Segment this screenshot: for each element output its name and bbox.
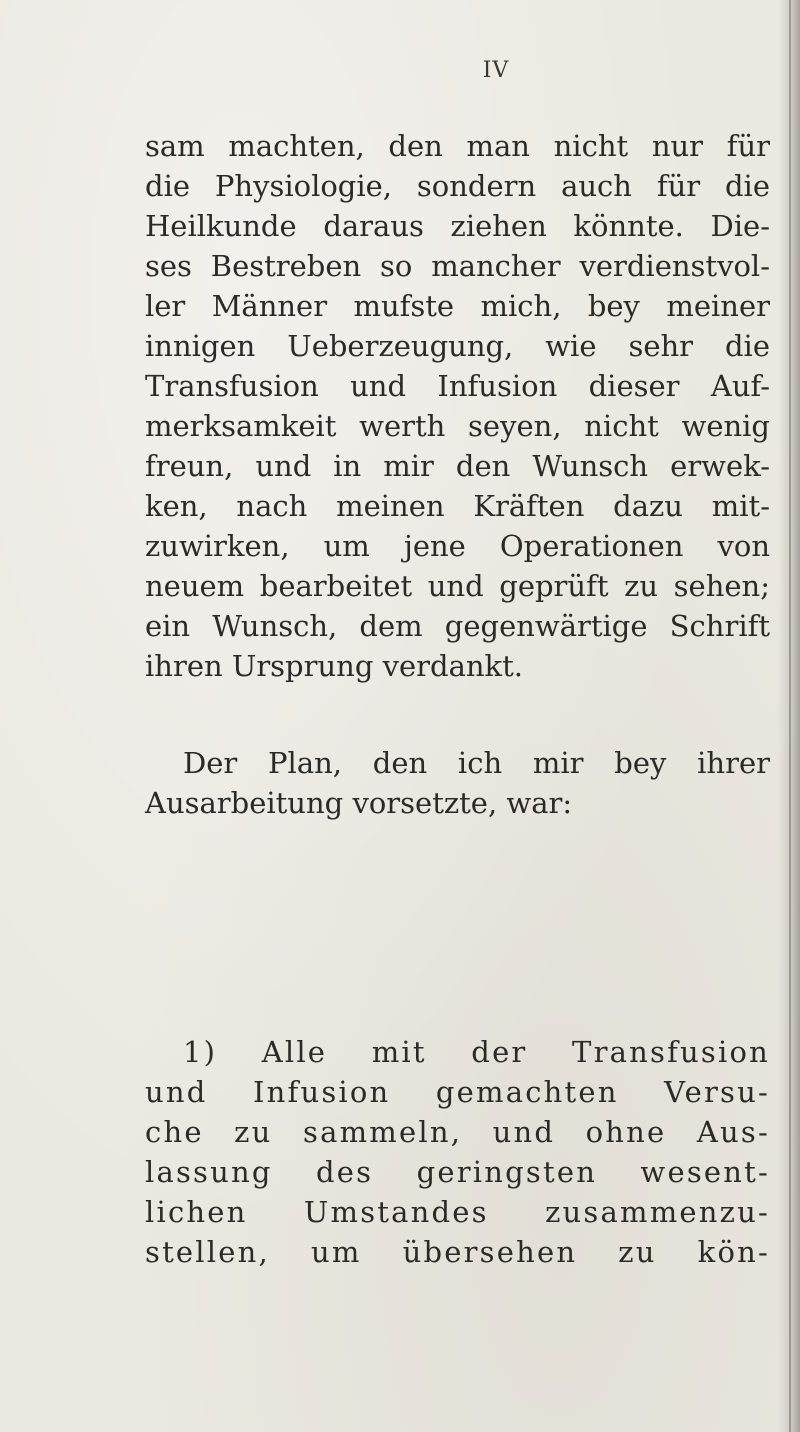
text-line: ken, nach meinen Kräften dazu mit- [145, 489, 770, 523]
text-line: Ausarbeitung vorsetzte, war: [145, 786, 573, 820]
page-number [48, 58, 800, 83]
text-line: die Physiologie, sondern auch für die [145, 169, 770, 203]
text-line: lichen Umstandes zusammenzu- [145, 1195, 770, 1229]
text-line: innigen Ueberzeugung, wie sehr die [145, 329, 770, 363]
text-line: neuem bearbeitet und geprüft zu sehen; [145, 569, 770, 603]
text-line: Transfusion und Infusion dieser Auf- [145, 369, 770, 403]
text-line: Der Plan, den ich mir bey ihrer [183, 746, 770, 780]
text-line: sam machten, den man nicht nur für [145, 129, 770, 163]
text-line: ler Männer mufste mich, bey meiner [145, 289, 770, 323]
text-line: ein Wunsch, dem gegenwärtige Schrift [145, 609, 770, 643]
text-line: zuwirken, um jene Operationen von [145, 529, 770, 563]
text-line: ses Bestreben so mancher verdienstvol- [145, 249, 770, 283]
text-line: merksamkeit werth seyen, nicht wenig [145, 409, 770, 443]
text-line: und Infusion gemachten Versu- [145, 1075, 770, 1109]
text-line: lassung des geringsten wesent- [145, 1155, 770, 1189]
text-line: ihren Ursprung verdankt. [145, 649, 524, 683]
paragraph-plan [145, 743, 770, 823]
paragraph-continuation [145, 126, 770, 686]
text-line: 1) Alle mit der Transfusion [183, 1035, 770, 1069]
text-line: che zu sammeln, und ohne Aus- [145, 1115, 770, 1149]
paragraph-list-item-1 [145, 1032, 770, 1272]
page-number-text: IV [482, 58, 510, 83]
page-edge-line [789, 0, 791, 1432]
text-line: stellen, um übersehen zu kön- [145, 1235, 770, 1269]
text-line: Heilkunde daraus ziehen könnte. Die- [145, 209, 770, 243]
text-line: freun, und in mir den Wunsch erwek- [145, 449, 770, 483]
